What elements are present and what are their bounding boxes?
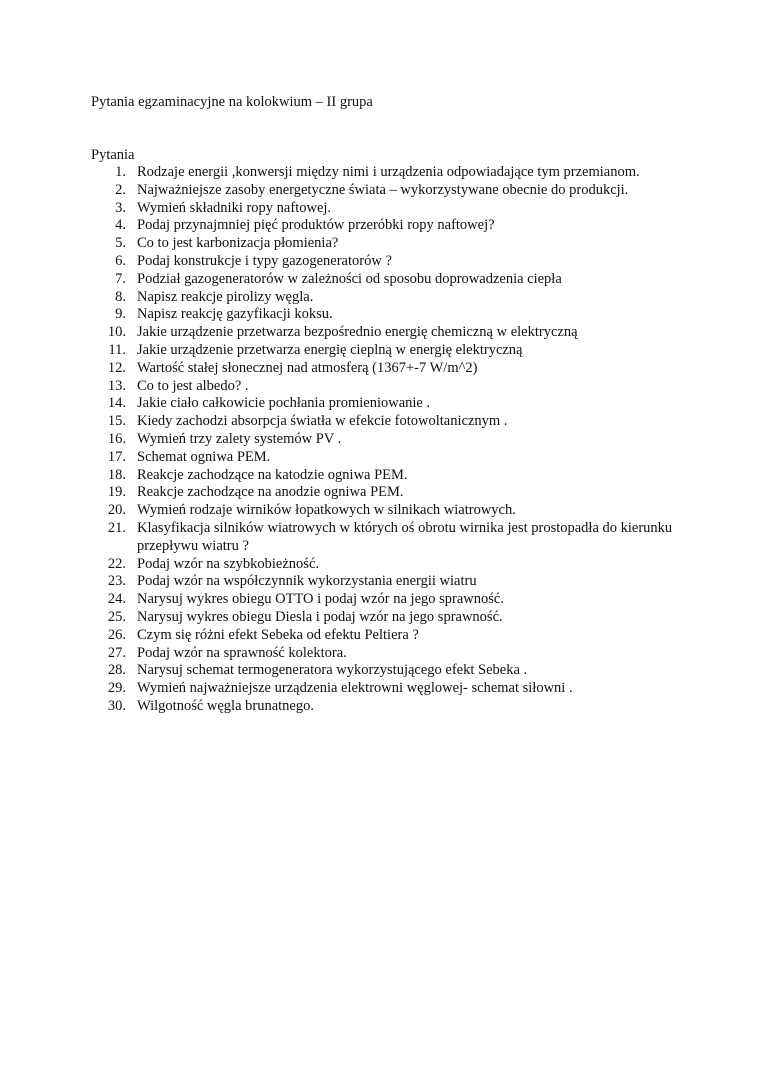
question-item <box>0 573 760 591</box>
question-number: 5. <box>115 235 126 252</box>
question-number: 28. <box>107 662 126 679</box>
question-number: 16. <box>107 430 126 447</box>
question-number: 13. <box>107 377 126 394</box>
question-item <box>0 431 760 449</box>
question-item <box>0 662 760 680</box>
question-text: Reakcje zachodzące na katodzie ogniwa PEM. <box>137 466 408 483</box>
question-item <box>0 680 760 698</box>
question-number: 17. <box>107 448 126 465</box>
question-item <box>0 413 760 431</box>
question-text: Podaj wzór na współczynnik wykorzystania energii wiatru <box>137 573 477 590</box>
question-number: 8. <box>115 288 126 305</box>
question-text: Wymień składniki ropy naftowej. <box>137 199 332 216</box>
question-item <box>0 484 760 502</box>
question-text: Napisz reakcję gazyfikacji koksu. <box>137 306 333 323</box>
question-number: 2. <box>115 181 126 198</box>
question-number: 1. <box>115 164 126 180</box>
question-item <box>0 289 760 307</box>
question-text: Schemat ogniwa PEM. <box>137 448 271 465</box>
question-text: Wymień rodzaje wirników łopatkowych w silnikach wiatrowych. <box>137 502 516 519</box>
question-item <box>0 395 760 413</box>
document-title: Pytania egzaminacyjne na kolokwium – II grupa <box>91 94 373 110</box>
question-text: Podział gazogeneratorów w zależności od sposobu doprowadzenia ciepła <box>137 270 562 287</box>
question-number: 21. <box>107 519 126 536</box>
question-item <box>0 698 760 716</box>
question-number: 15. <box>107 413 126 430</box>
question-number: 9. <box>115 306 126 323</box>
question-item <box>0 627 760 645</box>
question-number: 10. <box>107 324 126 341</box>
question-text: Wymień najważniejsze urządzenia elektrowni węglowej- schemat siłowni . <box>137 680 573 697</box>
question-item <box>0 182 760 200</box>
question-item <box>0 502 760 520</box>
question-text: Wartość stałej słonecznej nad atmosferą (1367+-7 W/m^2) <box>137 359 478 376</box>
question-number: 27. <box>107 644 126 661</box>
question-number: 20. <box>107 502 126 519</box>
question-text: Podaj przynajmniej pięć produktów przeróbki ropy naftowej? <box>137 217 495 234</box>
question-text: Wymień trzy zalety systemów PV . <box>137 430 342 447</box>
question-text: Wilgotność węgla brunatnego. <box>137 697 314 714</box>
question-text: Podaj konstrukcje i typy gazogeneratorów ? <box>137 252 392 269</box>
question-number: 26. <box>107 626 126 643</box>
question-item <box>0 200 760 218</box>
question-item <box>0 271 760 289</box>
question-text: Rodzaje energii ,konwersji między nimi i urządzenia odpowiadające tym przemianom. <box>137 164 640 180</box>
question-text: Podaj wzór na szybkobieżność. <box>137 555 320 572</box>
question-item <box>0 609 760 627</box>
question-item <box>0 235 760 253</box>
question-text: Klasyfikacja silników wiatrowych w których oś obrotu wirnika jest prostopadła do kierunku przepływu wiatru ? <box>137 519 673 554</box>
question-item <box>0 253 760 271</box>
question-text: Co to jest albedo? . <box>137 377 249 394</box>
question-item <box>0 164 760 182</box>
question-item <box>0 591 760 609</box>
question-item <box>0 217 760 235</box>
question-item <box>0 306 760 324</box>
question-text: Kiedy zachodzi absorpcja światła w efekcie fotowoltanicznym . <box>137 413 508 430</box>
section-label: Pytania <box>91 147 135 163</box>
question-list <box>0 164 760 716</box>
question-text: Narysuj wykres obiegu Diesla i podaj wzór na jego sprawność. <box>137 608 503 625</box>
question-item <box>0 324 760 342</box>
question-number: 18. <box>107 466 126 483</box>
question-text: Czym się różni efekt Sebeka od efektu Peltiera ? <box>137 626 419 643</box>
question-item <box>0 520 760 556</box>
question-text: Narysuj wykres obiegu OTTO i podaj wzór na jego sprawność. <box>137 591 504 608</box>
question-text: Napisz reakcje pirolizy węgla. <box>137 288 314 305</box>
question-number: 22. <box>107 555 126 572</box>
question-text: Co to jest karbonizacja płomienia? <box>137 235 339 252</box>
question-number: 25. <box>107 608 126 625</box>
question-item <box>0 342 760 360</box>
question-item <box>0 645 760 663</box>
question-item <box>0 360 760 378</box>
question-text: Narysuj schemat termogeneratora wykorzystującego efekt Sebeka . <box>137 662 528 679</box>
question-text: Podaj wzór na sprawność kolektora. <box>137 644 347 661</box>
question-number: 29. <box>107 680 126 697</box>
question-item <box>0 449 760 467</box>
question-number: 19. <box>107 484 126 501</box>
question-number: 24. <box>107 591 126 608</box>
question-number: 3. <box>115 199 126 216</box>
question-text: Najważniejsze zasoby energetyczne świata – wykorzystywane obecnie do produkcji. <box>137 181 629 198</box>
question-number: 4. <box>115 217 126 234</box>
question-item <box>0 467 760 485</box>
question-number: 11. <box>108 341 126 358</box>
question-text: Jakie urządzenie przetwarza bezpośrednio energię chemiczną w elektryczną <box>137 324 578 341</box>
question-number: 7. <box>115 270 126 287</box>
question-number: 14. <box>107 395 126 412</box>
question-text: Reakcje zachodzące na anodzie ogniwa PEM. <box>137 484 404 501</box>
question-text: Jakie ciało całkowicie pochłania promieniowanie . <box>137 395 431 412</box>
question-number: 23. <box>107 573 126 590</box>
question-item <box>0 556 760 574</box>
question-number: 12. <box>107 359 126 376</box>
question-number: 30. <box>107 697 126 714</box>
question-item <box>0 378 760 396</box>
question-number: 6. <box>115 252 126 269</box>
question-text: Jakie urządzenie przetwarza energię cieplną w energię elektryczną <box>137 341 523 358</box>
